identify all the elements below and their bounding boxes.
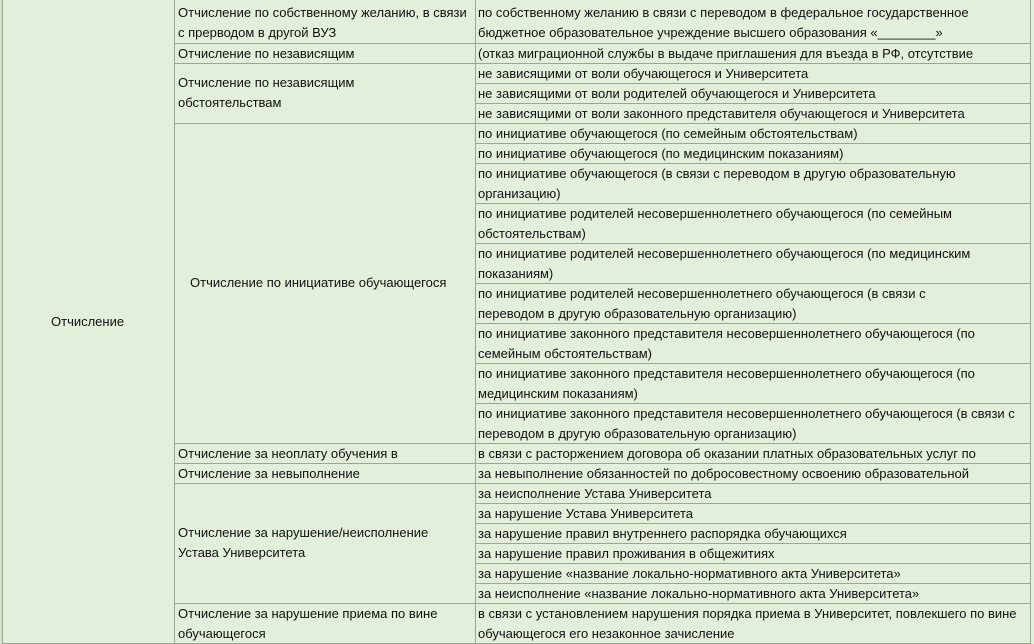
cell-detail-23[interactable] xyxy=(476,604,1031,644)
cell-reason-4[interactable] xyxy=(175,124,476,444)
cell-detail-3[interactable] xyxy=(476,64,1031,84)
cell-detail-9[interactable] xyxy=(476,204,1031,244)
cell-detail-7[interactable] xyxy=(476,144,1031,164)
cell-detail-1[interactable] xyxy=(476,0,1031,44)
detail-label: за невыполнение обязанностей по добросовестному освоению образовательной xyxy=(478,466,969,481)
detail-label: по инициативе законного представителя несовершеннолетнего обучающегося (по семейным обстоятельствам) xyxy=(478,326,975,361)
reason-label: Отчисление за нарушение приема по вине обучающегося xyxy=(178,606,438,641)
cell-reason-1[interactable] xyxy=(175,0,476,44)
cell-detail-14[interactable] xyxy=(476,404,1031,444)
category-label: Отчисление xyxy=(51,314,125,329)
cell-reason-3[interactable] xyxy=(175,64,476,124)
cell-category[interactable] xyxy=(3,0,175,644)
cell-detail-6[interactable] xyxy=(476,124,1031,144)
cell-detail-11[interactable] xyxy=(476,284,1031,324)
reason-label: Отчисление по собственному желанию, в связи с прерводом в другой ВУЗ xyxy=(178,5,467,40)
detail-label: в связи с расторжением договора об оказании платных образовательных услуг по xyxy=(478,446,976,461)
cell-detail-19[interactable] xyxy=(476,524,1031,544)
detail-label: по инициативе родителей несовершеннолетнего обучающегося (по семейным обстоятельствам) xyxy=(478,206,952,241)
detail-label: по инициативе обучающегося (по семейным обстоятельствам) xyxy=(478,126,858,141)
cell-detail-15[interactable] xyxy=(476,444,1031,464)
detail-label: за нарушение Устава Университета xyxy=(478,506,694,521)
detail-label: за нарушение «название локально-нормативного акта Университета» xyxy=(478,566,901,581)
detail-label: в связи с установлением нарушения порядка приема в Университет, повлекшего по вине обучающегося его незаконное зачисление xyxy=(478,606,1017,641)
reason-label: Отчисление по инициативе обучающегося xyxy=(190,275,447,290)
detail-label: по собственному желанию в связи с переводом в федеральное государственное бюджетное образовательное учреждение высшего образования «________» xyxy=(478,5,969,40)
detail-label: за нарушение правил проживания в общежитиях xyxy=(478,546,775,561)
cell-reason-2[interactable] xyxy=(175,44,476,64)
detail-label: не зависящими от воли родителей обучающегося и Университета xyxy=(478,86,876,101)
cell-detail-5[interactable] xyxy=(476,104,1031,124)
detail-label: по инициативе обучающегося (по медицинским показаниям) xyxy=(478,146,844,161)
reason-label: Отчисление по независящим xyxy=(178,46,355,61)
cell-detail-18[interactable] xyxy=(476,504,1031,524)
detail-label: по инициативе родителей несовершеннолетнего обучающегося (в связи с переводом в другую образовательную организацию) xyxy=(478,286,926,321)
cell-detail-21[interactable] xyxy=(476,564,1031,584)
detail-label: по инициативе обучающегося (в связи с переводом в другую образовательную организацию) xyxy=(478,166,956,201)
detail-label: по инициативе законного представителя несовершеннолетнего обучающегося (в связи с переводом в другую образовательную организацию) xyxy=(478,406,1015,441)
cell-detail-4[interactable] xyxy=(476,84,1031,104)
cell-reason-5[interactable] xyxy=(175,444,476,464)
detail-label: за нарушение правил внутреннего распорядка обучающихся xyxy=(478,526,847,541)
detail-label: не зависящими от воли законного представителя обучающегося и Университета xyxy=(478,106,965,121)
cell-reason-7[interactable] xyxy=(175,484,476,604)
cell-detail-20[interactable] xyxy=(476,544,1031,564)
reason-label: Отчисление по независящим обстоятельствам xyxy=(178,75,355,110)
cell-detail-10[interactable] xyxy=(476,244,1031,284)
detail-label: (отказ миграционной службы в выдаче приглашения для въезда в РФ, отсутствие xyxy=(478,46,974,61)
reason-label: Отчисление за невыполнение xyxy=(178,466,360,481)
reason-label: Отчисление за неоплату обучения в xyxy=(178,446,398,461)
cell-detail-16[interactable] xyxy=(476,464,1031,484)
detail-label: по инициативе родителей несовершеннолетнего обучающегося (по медицинским показаниям) xyxy=(478,246,971,281)
cell-detail-12[interactable] xyxy=(476,324,1031,364)
cell-detail-22[interactable] xyxy=(476,584,1031,604)
cell-detail-13[interactable] xyxy=(476,364,1031,404)
cell-detail-17[interactable] xyxy=(476,484,1031,504)
detail-label: по инициативе законного представителя несовершеннолетнего обучающегося (по медицинским показаниям) xyxy=(478,366,975,401)
cell-detail-8[interactable] xyxy=(476,164,1031,204)
detail-label: за неисполнение «название локально-нормативного акта Университета» xyxy=(478,586,920,601)
reason-label: Отчисление за нарушение/неисполнение Устава Университета xyxy=(178,525,429,560)
detail-label: за неисполнение Устава Университета xyxy=(478,486,712,501)
detail-label: не зависящими от воли обучающегося и Университета xyxy=(478,66,809,81)
cell-reason-6[interactable] xyxy=(175,464,476,484)
cell-detail-2[interactable] xyxy=(476,44,1031,64)
cell-reason-8[interactable] xyxy=(175,604,476,644)
